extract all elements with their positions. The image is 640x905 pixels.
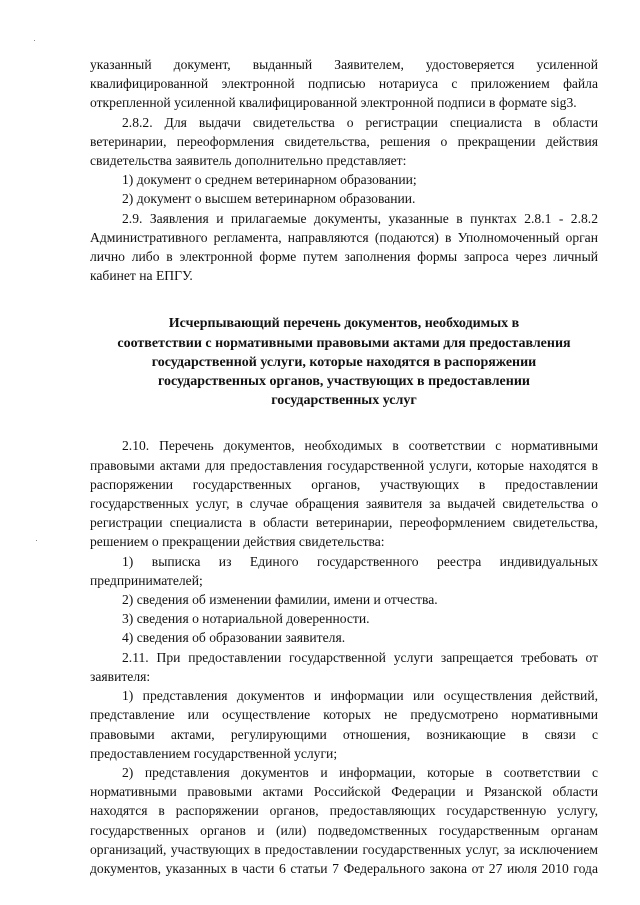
- sub-item: 2) представления документов и информации, которые в соответствии с нормативными правовыми актами Российской Федерации и Рязанской области находятся в распоряжении органов, предоставляющих государственную услугу, государственных органов и (или) подведомственных государственным органам организаций, участвующих в предоставлении государственных услуг, за исключением документов, указанных в части 6 статьи 7 Федерального закона от 27 июля 2010 года: [90, 764, 598, 876]
- scan-speck: [34, 40, 35, 41]
- scan-speck: [36, 540, 37, 541]
- list-item: 3) сведения о нотариальной доверенности.: [122, 611, 370, 627]
- list-item: 2) сведения об изменении фамилии, имени и отчества.: [122, 592, 438, 608]
- list-item: 4) сведения об образовании заявителя.: [122, 630, 346, 646]
- list-item: 1) выписка из Единого государственного реестра индивидуальных предпринимателей;: [90, 553, 598, 588]
- heading-line: Исчерпывающий перечень документов, необходимых в: [168, 316, 520, 332]
- paragraph-2-8-2: 2.8.2. Для выдачи свидетельства о регистрации специалиста в области ветеринарии, переоформления свидетельства, решения о прекращении действия свидетельства заявитель дополнительно представляет:: [90, 114, 598, 169]
- paragraph-2-10: 2.10. Перечень документов, необходимых в соответствии с нормативными правовыми актами для предоставления государственной услуги, которые находятся в распоряжении государственных органов, участвующих в предоставлении государственных услуг, в случае обращения заявителя за выдачей свидетельства о регистрации специалиста в области ветеринарии, переоформлением свидетельства, решением о прекращении действия свидетельства:: [90, 438, 598, 550]
- list-item: 2) документ о высшем ветеринарном образовании.: [122, 191, 416, 207]
- paragraph-2-9: 2.9. Заявления и прилагаемые документы, указанные в пунктах 2.8.1 - 2.8.2 Административного регламента, направляются (подаются) в Уполномоченный орган лично либо в электронной форме путем заполнения формы запроса через личный кабинет на ЕПГУ.: [90, 210, 598, 284]
- heading-line: соответствии с нормативными правовыми актами для предоставления: [117, 335, 571, 351]
- section-heading: [98, 314, 590, 410]
- list-item: 1) документ о среднем ветеринарном образовании;: [122, 172, 417, 188]
- sub-item: 1) представления документов и информации или осуществления действий, представление или осуществление которых не предусмотрено нормативными правовыми актами, регулирующими отношения, возникающие в связи с предоставлением государственной услуги;: [90, 688, 598, 761]
- paragraph-2-11: 2.11. При предоставлении государственной услуги запрещается требовать от заявителя:: [90, 649, 598, 684]
- document-body: [90, 55, 598, 878]
- continuation-paragraph: указанный документ, выданный Заявителем, удостоверяется усиленной квалифицированной электронной подписью нотариуса с приложением файла открепленной усиленной квалифицированной электронной подписи в формате sig3.: [90, 57, 598, 111]
- heading-line: государственных органов, участвующих в предоставлении: [158, 374, 530, 390]
- heading-line: государственной услуги, которые находятся в распоряжении: [151, 354, 537, 370]
- heading-line: государственных услуг: [271, 393, 417, 409]
